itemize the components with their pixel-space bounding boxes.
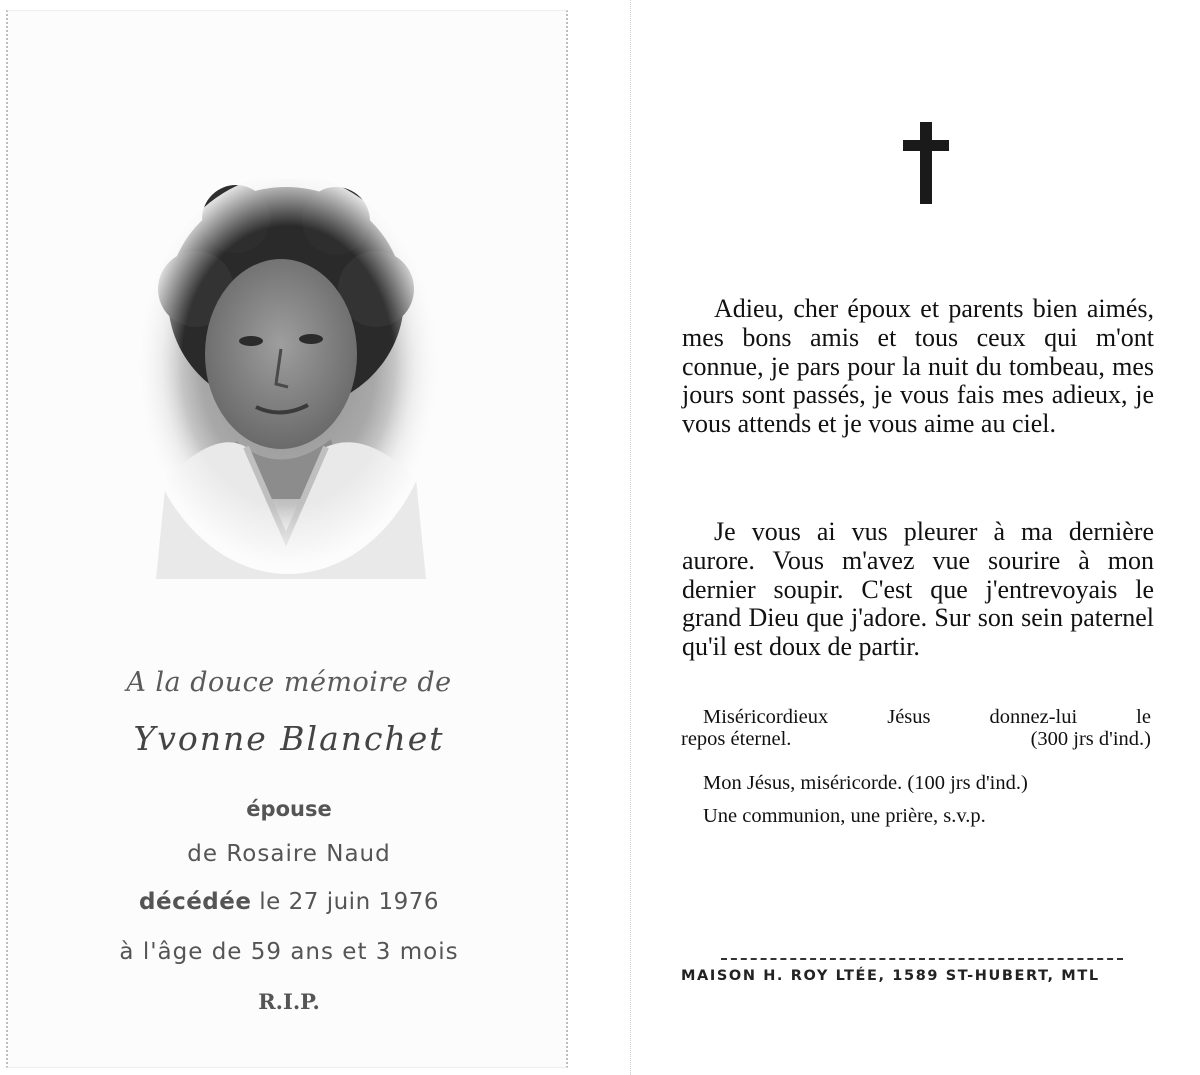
prayer-indulgence-100: Mon Jésus, miséricorde. (100 jrs d'ind.) bbox=[703, 772, 1028, 794]
death-label: décédée bbox=[139, 889, 252, 915]
right-card-back bbox=[630, 0, 1198, 1075]
memorial-heading: A la douce mémoire de bbox=[126, 667, 452, 698]
left-card-front bbox=[6, 10, 568, 1068]
portrait-photo bbox=[136, 179, 440, 579]
prayer-word: Jésus bbox=[887, 706, 931, 728]
age-at-death: à l'âge de 59 ans et 3 mois bbox=[119, 939, 459, 965]
prayer-line2-left: repos éternel. bbox=[681, 728, 792, 750]
latin-cross-icon bbox=[901, 120, 951, 206]
prayer-line2-right: (300 jrs d'ind.) bbox=[1030, 728, 1151, 750]
prayer-word: donnez-lui bbox=[989, 706, 1078, 728]
prayer-word: Miséricordieux bbox=[703, 706, 829, 728]
rip-text: R.I.P. bbox=[258, 989, 320, 1014]
printer-imprint: MAISON H. ROY LTÉE, 1589 ST-HUBERT, MTL bbox=[681, 968, 1100, 984]
farewell-verse-2: Je vous ai vus pleurer à ma dernière aurore. Vous m'avez vue sourire à mon dernier soupir. C'est que j'entrevoyais le grand Dieu que j'adore. Sur son sein paternel qu'il est doux de partir. bbox=[682, 517, 1154, 662]
spouse-label: épouse bbox=[246, 797, 332, 821]
divider-line bbox=[721, 958, 1123, 960]
deceased-name: Yvonne Blanchet bbox=[133, 719, 445, 758]
prayer-indulgence-300 bbox=[681, 706, 1151, 750]
death-date bbox=[8, 889, 570, 915]
spouse-name: de Rosaire Naud bbox=[187, 841, 391, 867]
farewell-verse-1: Adieu, cher époux et parents bien aimés, mes bons amis et tous ceux qui m'ont connue, je pars pour la nuit du tombeau, mes jours sont passés, je vous fais mes adieux, je vous attends et je vous aime au ciel. bbox=[682, 294, 1154, 439]
prayer-word: le bbox=[1136, 706, 1151, 728]
death-date-value: le 27 juin 1976 bbox=[259, 889, 439, 915]
prayer-request: Une communion, une prière, s.v.p. bbox=[703, 805, 986, 827]
